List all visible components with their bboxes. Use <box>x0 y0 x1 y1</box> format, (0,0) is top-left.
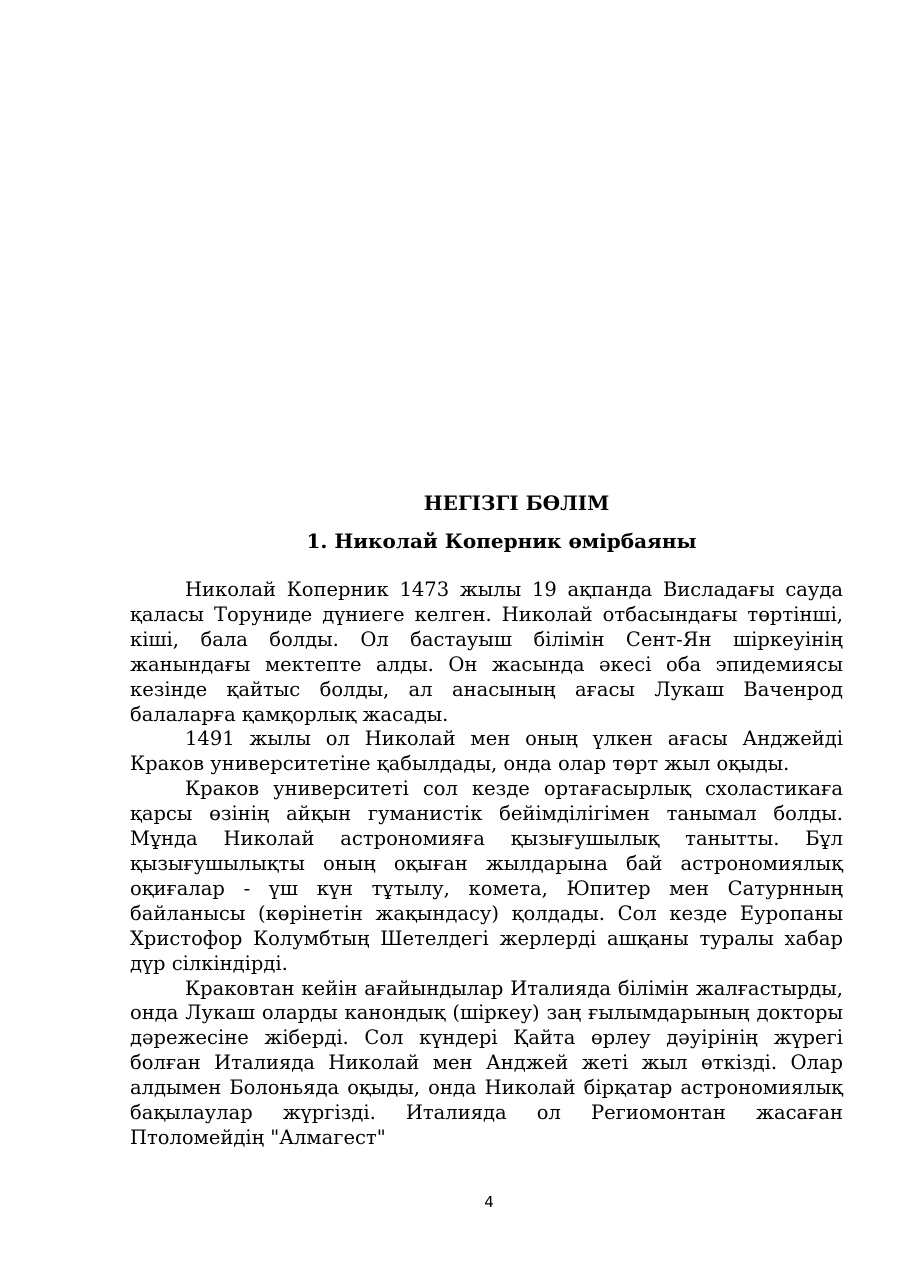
paragraph: Николай Коперник 1473 жылы 19 ақпанда Висладағы сауда қаласы Торуниде дүниеге келген. Николай отбасындағы төртінші, кіші, бала болды. Ол бастауыш білімін Сент-Ян шіркеуінің жанындағы мектепте алды. Он жасында әкесі оба эпидемиясы кезінде қайтыс болды, ал анасының ағасы Лукаш Ваченрод балаларға қамқорлық жасады. <box>130 578 843 726</box>
section-title: НЕГІЗГІ БӨЛІМ <box>423 491 610 515</box>
chapter-title: 1. Николай Коперник өмірбаяны <box>306 529 697 553</box>
paragraph: Краков университеті сол кезде ортағасырлық схоластикаға қарсы өзінің айқын гуманистік бейімділігімен танымал болды. Мұнда Николай астрономияға қызығушылық танытты. Бұл қызығушылықты оның оқыған жылдарына бай астрономиялық оқиғалар - үш күн тұтылу, комета, Юпитер мен Сатурнның байланысы (көрінетін жақындасу) қолдады. Сол кезде Еуропаны Христофор Колумбтың Шетелдегі жерлерді ашқаны туралы хабар дүр сілкіндірді. <box>130 777 843 975</box>
paragraph: 1491 жылы ол Николай мен оның үлкен ағасы Анджейді Краков университетіне қабылдады, онда олар төрт жыл оқыды. <box>130 727 843 776</box>
paragraph: Краковтан кейін ағайындылар Италияда білімін жалғастырды, онда Лукаш оларды канондық (шіркеу) заң ғылымдарының докторы дәрежесіне жіберді. Сол күндері Қайта өрлеу дәуірінің жүрегі болған Италияда Николай мен Анджей жеті жыл өткізді. Олар алдымен Болоньяда оқыды, онда Николай бірқатар астрономиялық бақылаулар жүргізді. Италияда ол Региомонтан жасаған Птоломейдің "Алмагест" <box>130 976 843 1149</box>
body-text <box>130 578 843 1151</box>
page-number: 4 <box>484 1193 494 1211</box>
